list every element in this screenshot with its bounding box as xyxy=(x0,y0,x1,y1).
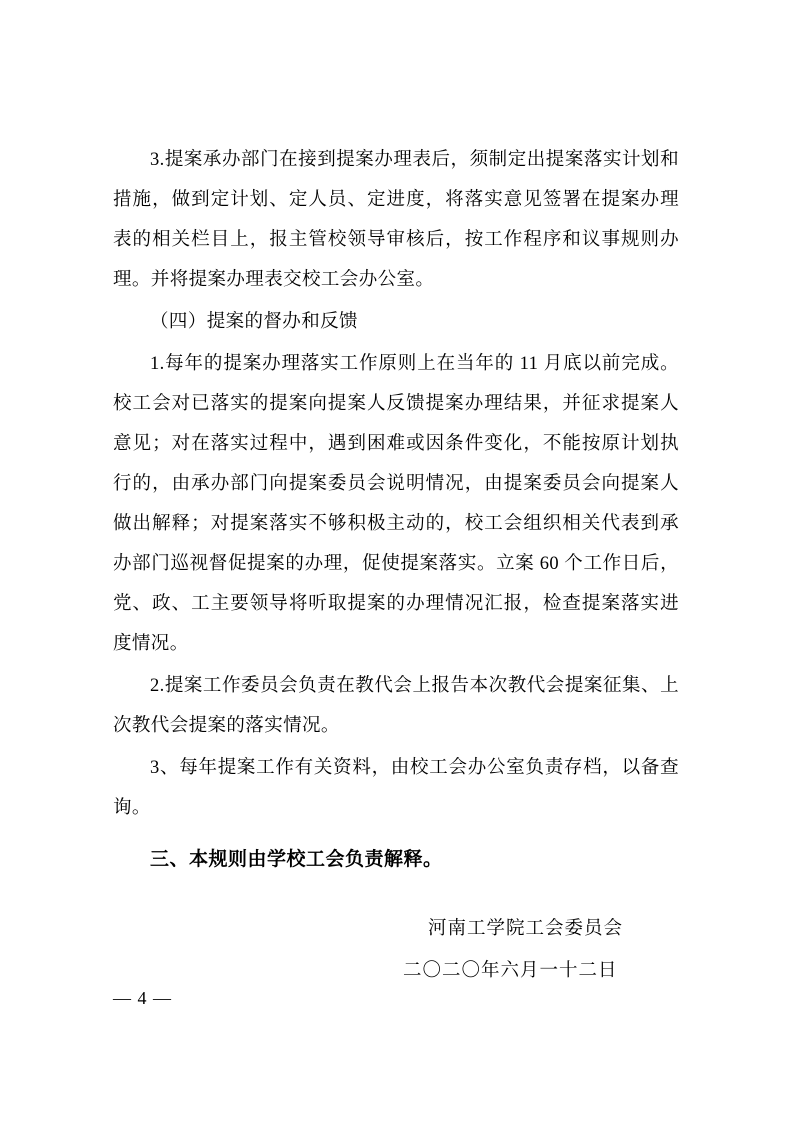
paragraph-archiving: 3、每年提案工作有关资料，由校工会办公室负责存档，以备查询。 xyxy=(113,758,679,818)
paragraph-supervision-feedback: 1.每年的提案办理落实工作原则上在当年的 11 月底以前完成。校工会对已落实的提案向提案人反馈提案办理结果，并征求提案人意见；对在落实过程中，遇到困难或因条件变化，不能按原计划执行的，由承办部门向提案委员会说明情况，由提案委员会向提案人做出解释；对提案落实不够积极主动的，校工会组织相关代表到承办部门巡视督促提案的办理，促使提案落实。立案 60 个工作日后，党、政、工主要领导将听取提案的办理情况汇报，检查提案落实进度情况。 xyxy=(113,354,679,654)
signature-date: 二〇二〇年六月一十二日 xyxy=(403,961,618,981)
page-number: — 4 — xyxy=(113,988,172,1008)
paragraph-section-four-title: （四）提案的督办和反馈 xyxy=(150,312,358,332)
paragraph-handling-department: 3.提案承办部门在接到提案办理表后，须制定出提案落实计划和措施，做到定计划、定人员、定进度，将落实意见签署在提案办理表的相关栏目上，报主管校领导审核后，按工作程序和议事规则办理。并将提案办理表交校工会办公室。 xyxy=(113,150,679,290)
document-body xyxy=(113,140,679,992)
spacer xyxy=(113,830,679,840)
signature-organization: 河南工学院工会委员会 xyxy=(428,919,624,939)
section-heading-interpretation: 三、本规则由学校工会负责解释。 xyxy=(150,849,443,870)
spacer-signature xyxy=(113,880,679,908)
paragraph-committee-report: 2.提案工作委员会负责在教代会上报告本次教代会提案征集、上次教代会提案的落实情况。 xyxy=(113,676,679,736)
